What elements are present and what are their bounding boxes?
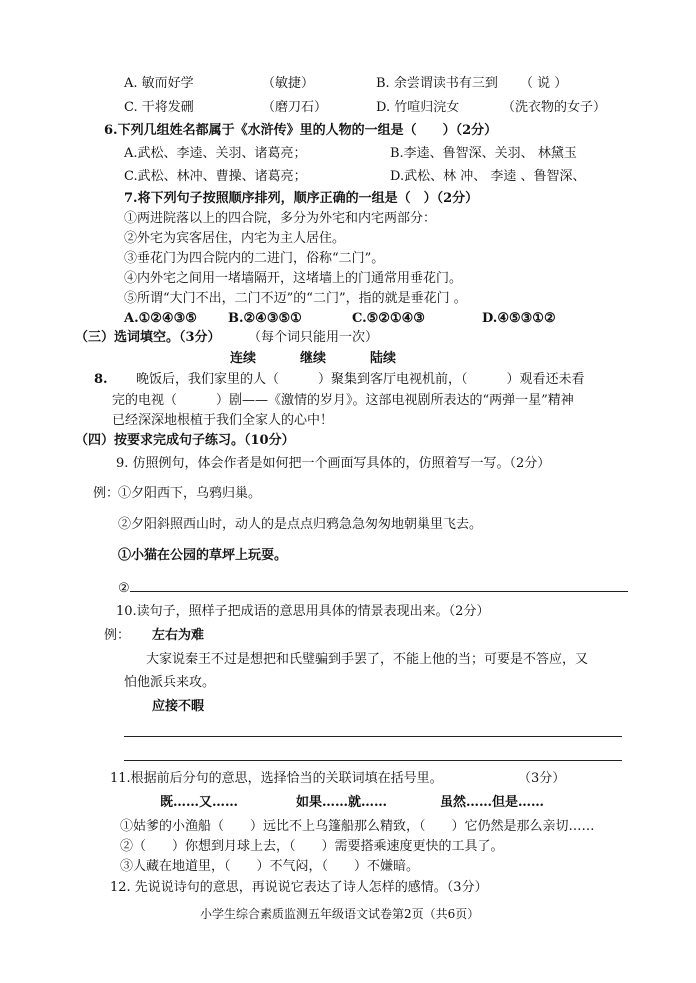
q10-task-idiom: 应接不暇 bbox=[152, 699, 205, 714]
q11-word-2: 如果……就…… bbox=[296, 795, 388, 810]
q7-sentence-1: ①两进院落以上的四合院，多分为外宅和内宅两部分： bbox=[124, 211, 437, 226]
q7-option-c: C.⑤②①④③ bbox=[352, 311, 425, 326]
q11-word-1: 既……又…… bbox=[160, 795, 239, 810]
q6-option-c: C.武松、林冲、曹操、诸葛亮； bbox=[124, 169, 307, 184]
q8-line-1: 晚饭后，我们家里的人（ ）聚集到客厅电视机前，（ ）观看还未看 bbox=[136, 372, 585, 387]
q5-option-c-note: （磨刀石） bbox=[262, 100, 328, 115]
q9-example-1: ①夕阳西下，乌鸦归巢。 bbox=[118, 486, 262, 501]
section3-note: （每个词只能用一次） bbox=[248, 330, 379, 345]
q6-option-a: A.武松、李逵、关羽、诸葛亮； bbox=[124, 146, 307, 161]
q5-option-c: C. 干将发硎 bbox=[124, 100, 194, 115]
q6-stem: 6.下列几组姓名都属于《水浒传》里的人物的一组是（ ）（2分） bbox=[104, 123, 498, 138]
q5-option-a-note: （敏捷） bbox=[262, 76, 315, 91]
q5-option-d: D. 竹喧归浣女 bbox=[376, 100, 460, 115]
q8-line-2: 完的电视（ ）剧——《激情的岁月》。这部电视剧所表达的“两弹一星”精神 bbox=[112, 393, 574, 408]
q10-answer-line-2[interactable] bbox=[124, 760, 622, 761]
q6-option-d: D.武松、林 冲、 李逵 、鲁智深、 bbox=[390, 169, 586, 184]
q9-example-label: 例： bbox=[93, 486, 120, 501]
section4-title: （四）按要求完成句子练习。（10分） bbox=[75, 433, 295, 448]
q7-sentence-5: ⑤所谓“大门不出，二门不迈”的“二门”，指的就是垂花门 。 bbox=[124, 291, 467, 306]
q7-option-a: A.①②④③⑤ bbox=[124, 311, 197, 326]
q12-stem: 12. 先说说诗句的意思，再说说它表达了诗人怎样的感情。（3分） bbox=[110, 880, 488, 895]
q10-stem: 10.读句子，照样子把成语的意思用具体的情景表现出来。（2分） bbox=[116, 604, 490, 619]
q9-stem: 9. 仿照例句，体会作者是如何把一个画面写具体的，仿照着写一写。（2分） bbox=[116, 456, 551, 471]
word-choice-3: 陆续 bbox=[370, 351, 397, 366]
q10-example-text-1: 大家说秦王不过是想把和氏璧骗到手罢了，不能上他的当；可要是不答应，又 bbox=[146, 652, 589, 667]
q5-option-b: B. 余尝谓读书有三到 bbox=[376, 76, 498, 91]
q11-score: （3分） bbox=[518, 771, 566, 786]
q11-sentence-2: ②（ ）你想到月球上去，（ ）需要搭乘速度更快的工具了。 bbox=[120, 839, 504, 854]
section3-title: （三）选词填空。（3分） bbox=[75, 330, 221, 345]
q10-answer-line-1[interactable] bbox=[124, 736, 622, 737]
q9-task-2 bbox=[118, 578, 628, 597]
q8-number: 8. bbox=[94, 372, 108, 387]
q5-option-b-note: （ 说 ） bbox=[520, 76, 568, 91]
q9-task-2-marker: ② bbox=[118, 581, 130, 596]
q10-example-label: 例： bbox=[104, 628, 131, 643]
q9-task-1: ①小猫在公园的草坪上玩耍。 bbox=[118, 548, 288, 563]
q5-option-d-note: （洗衣物的女子） bbox=[502, 100, 607, 115]
q9-answer-line[interactable] bbox=[130, 578, 628, 592]
q9-example-2: ②夕阳斜照西山时，动人的是点点归鸦急急匆匆地朝巢里飞去。 bbox=[118, 517, 483, 532]
q7-sentence-2: ②外宅为宾客居住，内宅为主人居住。 bbox=[124, 231, 346, 246]
q6-option-b: B.李逵、鲁智深、关羽、 林黛玉 bbox=[390, 146, 577, 161]
word-choice-1: 连续 bbox=[230, 351, 257, 366]
q7-stem: 7.将下列句子按照顺序排列，顺序正确的一组是（ ）（2分） bbox=[124, 191, 479, 206]
page-footer: 小学生综合素质监测五年级语文试卷第2页（共6页） bbox=[200, 907, 480, 921]
q7-sentence-4: ④内外宅之间用一堵墙隔开，这堵墙上的门通常用垂花门。 bbox=[124, 271, 463, 286]
q7-sentence-3: ③垂花门为四合院内的二进门，俗称“二门”。 bbox=[124, 251, 385, 266]
q10-example-text-2: 怕他派兵来攻。 bbox=[124, 675, 216, 690]
q7-option-d: D.④⑤③①② bbox=[482, 311, 556, 326]
word-choice-2: 继续 bbox=[300, 351, 327, 366]
q10-example-idiom: 左右为难 bbox=[152, 628, 205, 643]
q11-word-3: 虽然……但是…… bbox=[440, 795, 545, 810]
q7-option-b: B.②④③⑤① bbox=[228, 311, 302, 326]
q8-line-3: 已经深深地根植于我们全家人的心中！ bbox=[112, 413, 334, 428]
q11-stem: 11.根据前后分句的意思，选择恰当的关联词填在括号里。 bbox=[110, 771, 443, 786]
q11-sentence-3: ③人藏在地道里，（ ）不气闷，（ ）不嫌暗。 bbox=[120, 859, 420, 874]
q11-sentence-1: ①姑爹的小渔船（ ）远比不上乌篷船那么精致，（ ）它仍然是那么亲切…… bbox=[120, 819, 595, 834]
q5-option-a: A. 敏而好学 bbox=[124, 76, 194, 91]
